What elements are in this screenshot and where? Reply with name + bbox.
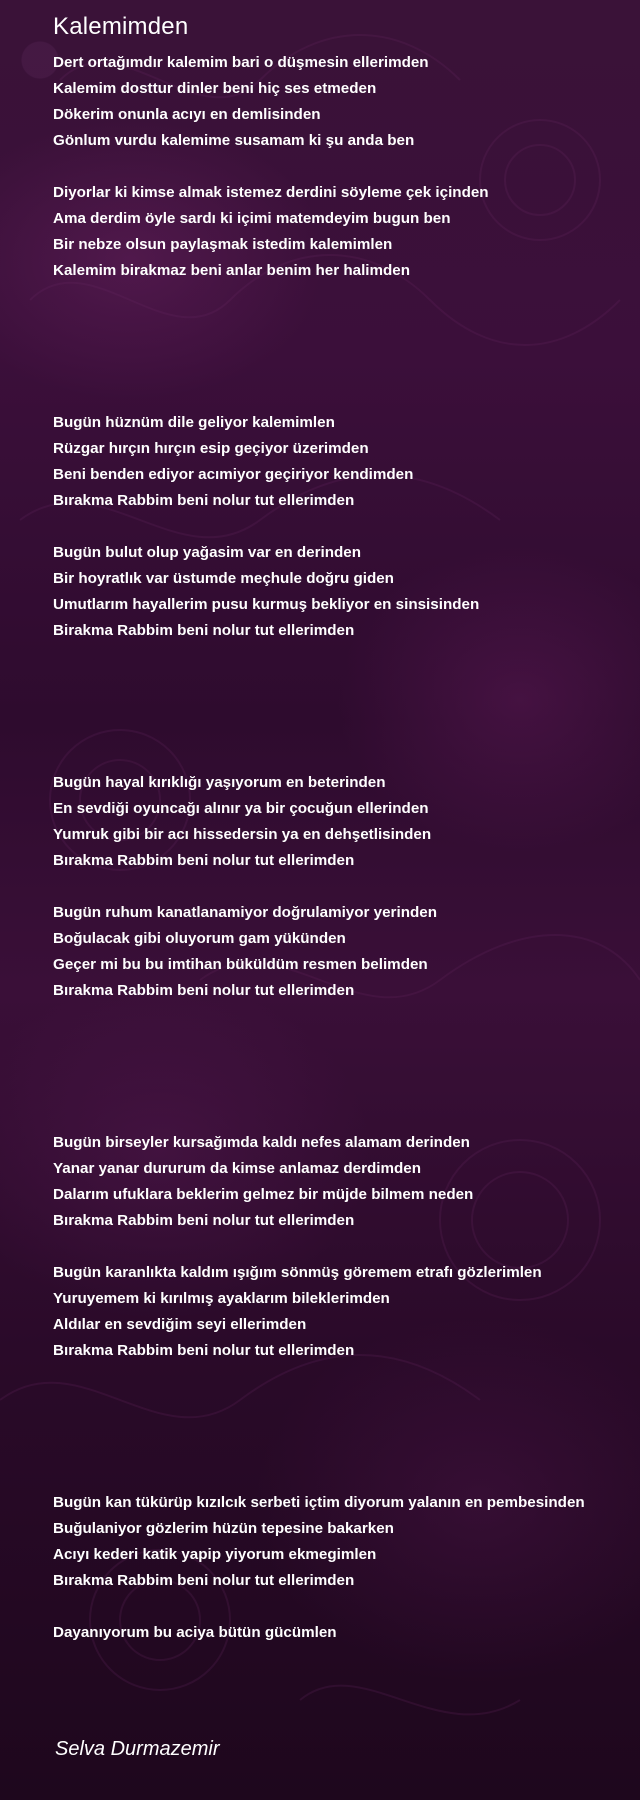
poem-line: Acıyı kederi katik yapip yiyorum ekmegimlen	[53, 1546, 377, 1563]
poem-line: Dökerim onunla acıyı en demlisinden	[53, 106, 321, 123]
poem-line: En sevdiği oyuncağı alınır ya bir çocuğun ellerinden	[53, 800, 429, 817]
poem-line: Beni benden ediyor acımiyor geçiriyor kendimden	[53, 466, 414, 483]
poem-line: Buğulaniyor gözlerim hüzün tepesine bakarken	[53, 1520, 394, 1537]
poem-line: Kalemim dosttur dinler beni hiç ses etmeden	[53, 80, 377, 97]
poem-line: Bugün hayal kırıklığı yaşıyorum en beterinden	[53, 774, 386, 791]
poem-line: Dert ortağımdır kalemim bari o düşmesin ellerimden	[53, 54, 429, 71]
poem-line: Umutlarım hayallerim pusu kurmuş bekliyor en sinsisinden	[53, 596, 480, 613]
poem-line: Bugün birseyler kursağımda kaldı nefes alamam derinden	[53, 1134, 470, 1151]
poem-line: Bugün kan tükürüp kızılcık serbeti içtim diyorum yalanın en pembesinden	[53, 1494, 585, 1511]
poem-line: Kalemim birakmaz beni anlar benim her halimden	[53, 262, 411, 279]
poem-line: Bırakma Rabbim beni nolur tut ellerimden	[53, 1572, 355, 1589]
poem-line: Bir hoyratlık var üstumde meçhule doğru giden	[53, 570, 394, 587]
poem-line: Bırakma Rabbim beni nolur tut ellerimden	[53, 852, 355, 869]
poem-line: Dayanıyorum bu aciya bütün gücümlen	[53, 1624, 337, 1641]
stanza-3	[53, 410, 413, 514]
stanza-7	[53, 1130, 473, 1234]
poem-line: Bugün karanlıkta kaldım ışığım sönmüş göremem etrafı gözlerimlen	[53, 1264, 542, 1281]
stanza-8	[53, 1260, 542, 1364]
poem-line: Yuruyemem ki kırılmış ayaklarım bileklerimden	[53, 1290, 390, 1307]
poem-line: Boğulacak gibi oluyorum gam yükünden	[53, 930, 346, 947]
poem-line: Yumruk gibi bir acı hissedersin ya en dehşetlisinden	[53, 826, 432, 843]
poem-line: Rüzgar hırçın hırçın esip geçiyor üzerimden	[53, 440, 369, 457]
stanza-9	[53, 1490, 585, 1594]
stanza-6	[53, 900, 437, 1004]
poem-author: Selva Durmazemir	[55, 1738, 220, 1760]
poem-line: Bırakma Rabbim beni nolur tut ellerimden	[53, 982, 355, 999]
poem-line: Bir nebze olsun paylaşmak istedim kalemimlen	[53, 236, 393, 253]
poem-line: Dalarım ufuklara beklerim gelmez bir müjde bilmem neden	[53, 1186, 474, 1203]
poem-line: Ama derdim öyle sardı ki içimi matemdeyim bugun ben	[53, 210, 451, 227]
poem-line: Gönlum vurdu kalemime susamam ki şu anda ben	[53, 132, 415, 149]
poem	[53, 10, 633, 1641]
poem-line: Geçer mi bu bu imtihan büküldüm resmen belimden	[53, 956, 428, 973]
stanza-1	[53, 50, 429, 154]
stanza-10	[53, 1620, 337, 1646]
poem-line: Bugün ruhum kanatlanamiyor doğrulamiyor yerinden	[53, 904, 437, 921]
poem-line: Yanar yanar dururum da kimse anlamaz derdimden	[53, 1160, 422, 1177]
stanza-4	[53, 540, 479, 644]
stanza-2	[53, 180, 489, 284]
poem-line: Bugün bulut olup yağasim var en derinden	[53, 544, 361, 561]
poem-line: Bırakma Rabbim beni nolur tut ellerimden	[53, 1212, 355, 1229]
stanza-5	[53, 770, 431, 874]
poem-line: Aldılar en sevdiğim seyi ellerimden	[53, 1316, 307, 1333]
poem-line: Bırakma Rabbim beni nolur tut ellerimden	[53, 492, 355, 509]
poem-line: Birakma Rabbim beni nolur tut ellerimden	[53, 622, 355, 639]
poem-line: Bırakma Rabbim beni nolur tut ellerimden	[53, 1342, 355, 1359]
poem-title: Kalemimden	[53, 13, 189, 40]
poem-line: Diyorlar ki kimse almak istemez derdini söyleme çek içinden	[53, 184, 489, 201]
poem-line: Bugün hüznüm dile geliyor kalemimlen	[53, 414, 335, 431]
